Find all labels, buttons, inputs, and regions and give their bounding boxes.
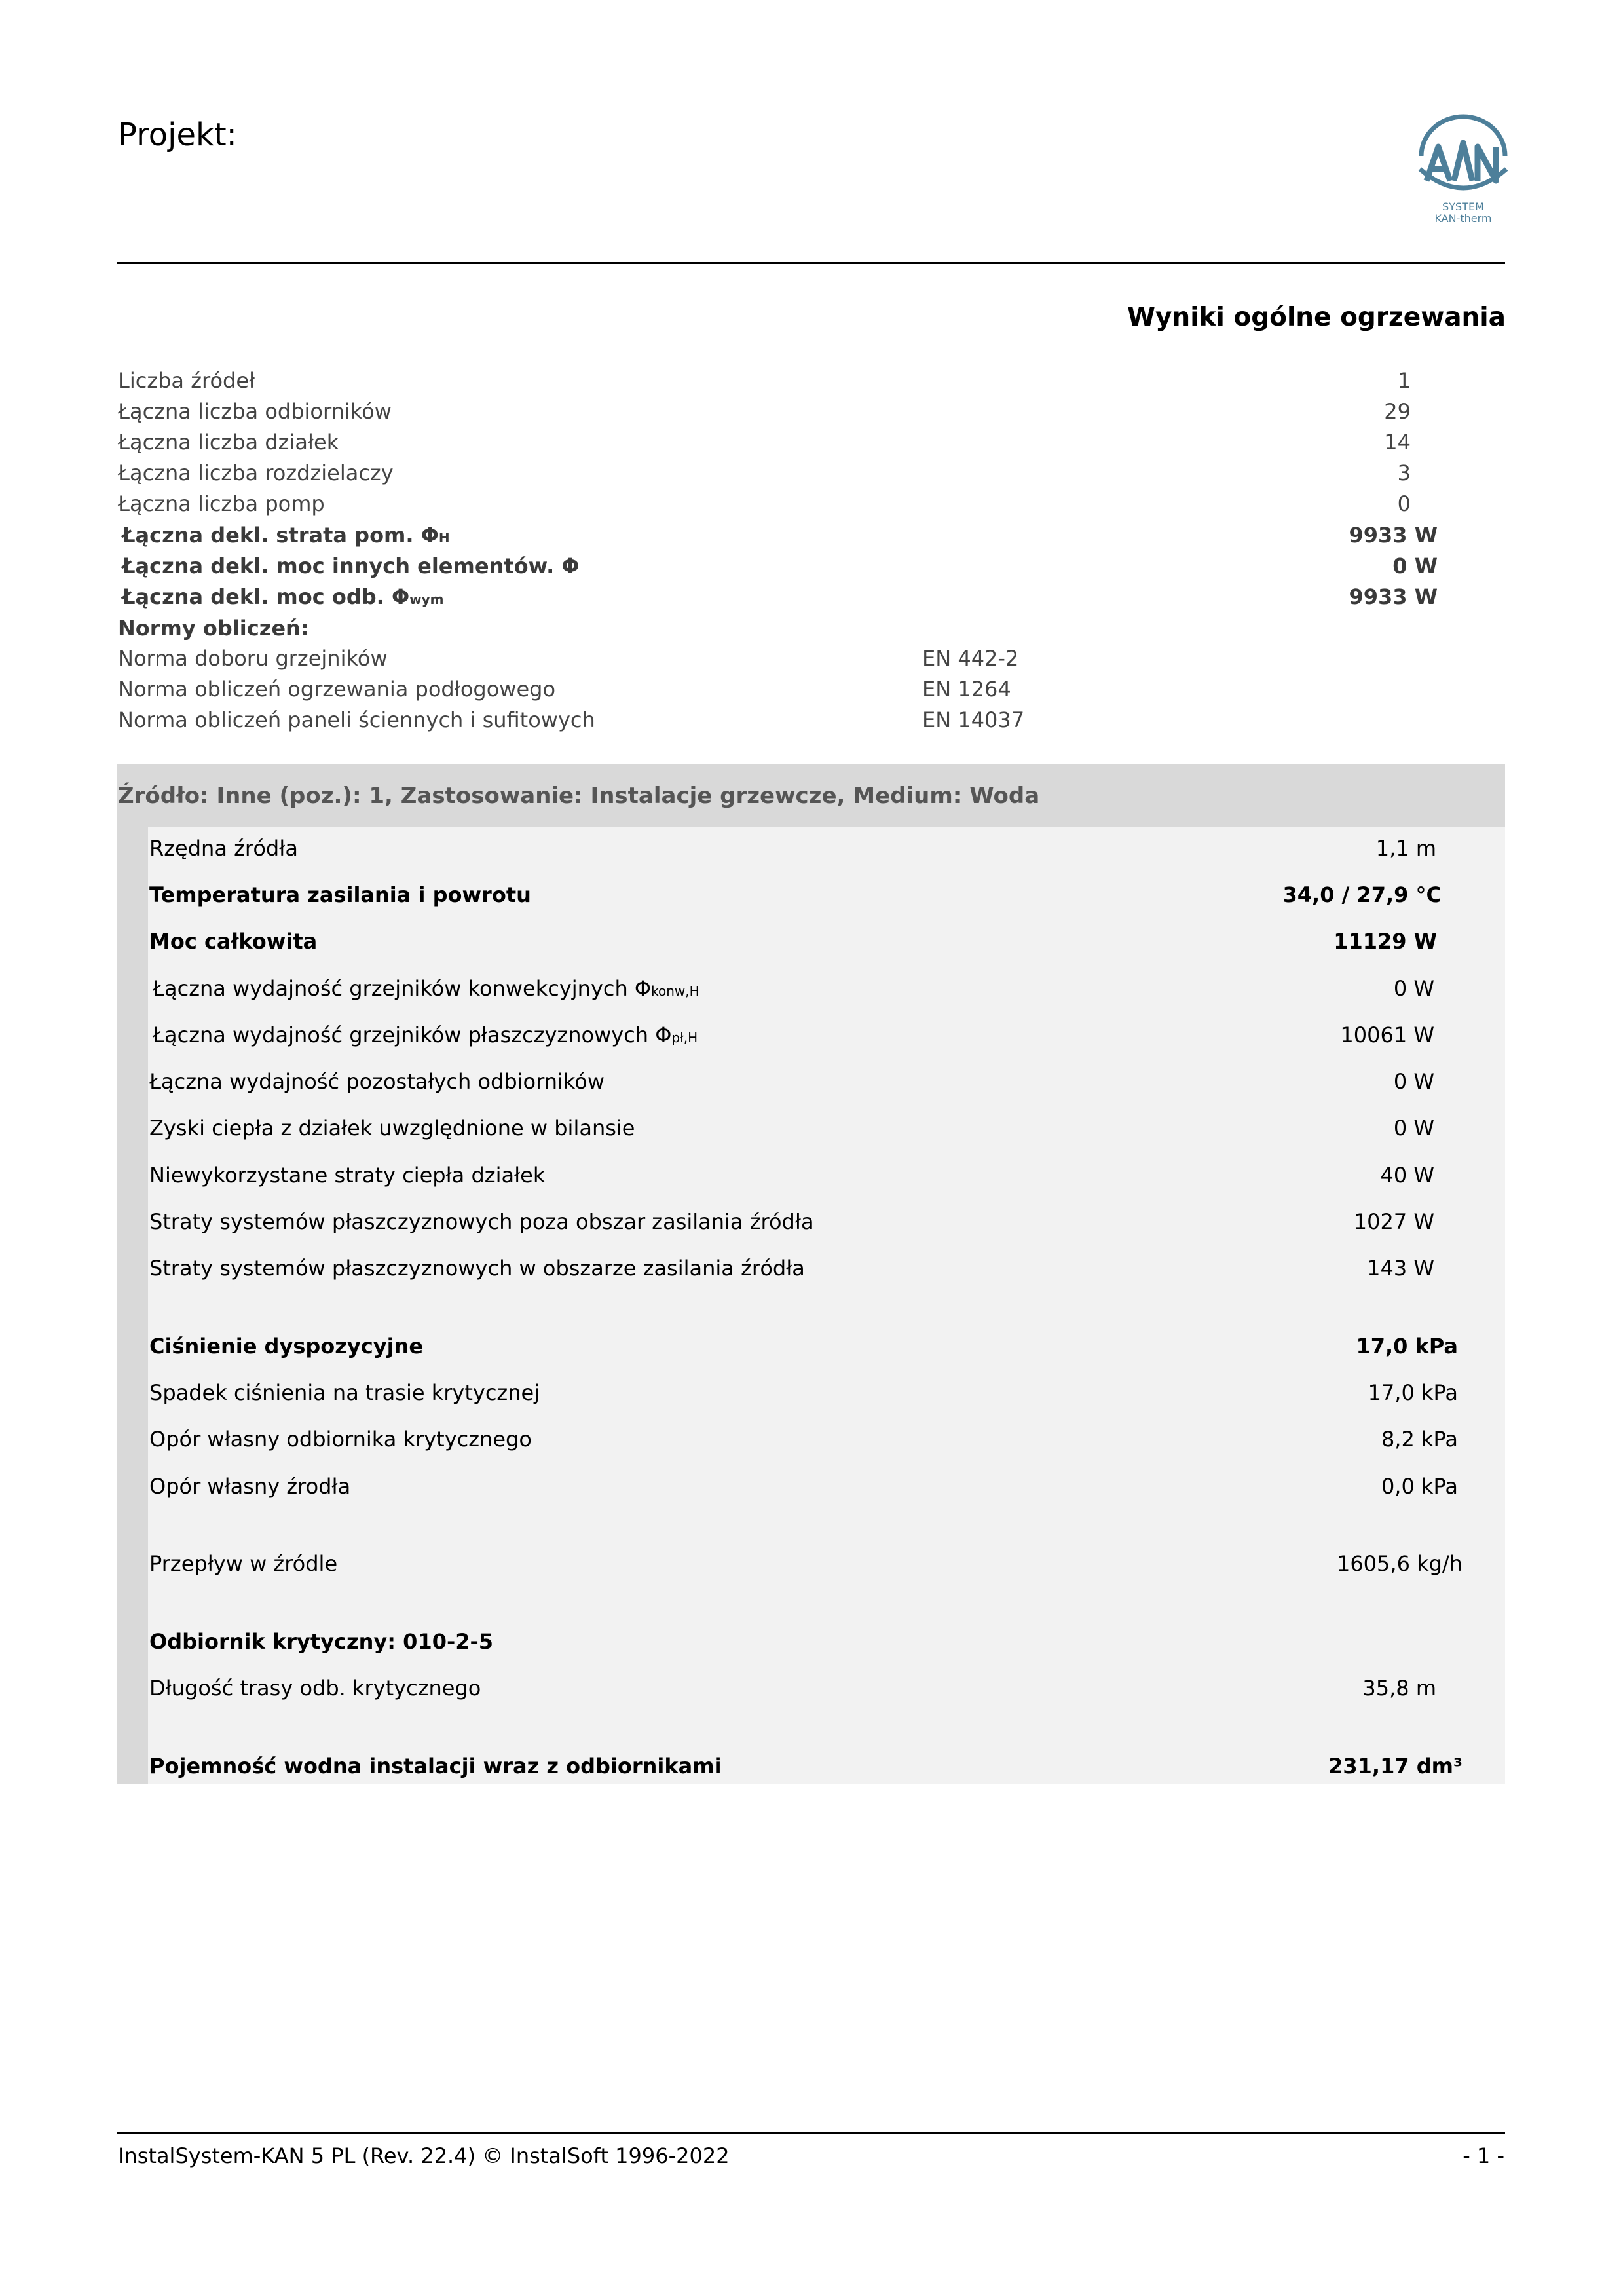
summary-value: 0 W (1392, 554, 1438, 578)
source-row-value: 231,17 dm³ (1328, 1754, 1463, 1778)
source-row-value: 10061 W (1340, 1023, 1434, 1047)
source-row-label: Rzędna źródła (149, 836, 298, 861)
source-row-label: Niewykorzystane straty ciepła działek (149, 1163, 546, 1188)
norm-value: EN 14037 (922, 707, 1025, 732)
summary-bold-row (118, 550, 1506, 580)
source-row-value: 17,0 kPa (1368, 1380, 1458, 1405)
summary-bold-row (118, 580, 1506, 611)
source-row (148, 1545, 1505, 1584)
norm-value: EN 442-2 (922, 646, 1019, 671)
source-row (148, 1156, 1505, 1195)
source-header-bar (117, 764, 1505, 827)
source-row (148, 1327, 1505, 1366)
logo-kantherm-text: KAN-therm (1434, 212, 1492, 225)
source-row-label: Zyski ciepła z działek uwzględnione w bilansie (149, 1116, 635, 1140)
source-row (148, 1747, 1505, 1786)
source-row-value: 8,2 kPa (1381, 1427, 1458, 1452)
source-row-value: 17,0 kPa (1356, 1334, 1458, 1359)
source-row (148, 922, 1505, 962)
summary-label: Łączna liczba działek (118, 430, 339, 455)
source-row-label: Straty systemów płaszczyznowych poza obszar zasilania źródła (149, 1209, 814, 1234)
source-row-value: 34,0 / 27,9 °C (1282, 882, 1442, 907)
source-row-label: Temperatura zasilania i powrotu (149, 882, 531, 907)
source-row-value: 1,1 m (1375, 836, 1436, 861)
page-title: Wyniki ogólne ogrzewania (1127, 303, 1506, 332)
source-row-label: Łączna wydajność grzejników płaszczyznowych Φ (153, 1023, 672, 1047)
summary-row (118, 395, 1506, 426)
summary-bold-row (118, 519, 1506, 550)
source-row-value: 40 W (1380, 1163, 1434, 1188)
source-row-label: Łączna wydajność pozostałych odbiorników (149, 1069, 605, 1094)
summary-row (118, 457, 1506, 487)
norm-label: Norma doboru grzejników (118, 646, 388, 671)
project-label: Projekt: (118, 117, 237, 153)
source-row-value: 11129 W (1333, 929, 1437, 954)
source-row (148, 1063, 1505, 1102)
source-row (148, 1374, 1505, 1413)
source-row-value: 0 W (1393, 1116, 1434, 1140)
summary-label: Łączna dekl. moc odb. Φ (122, 584, 410, 609)
source-row-label: Ciśnienie dyspozycyjne (149, 1334, 424, 1359)
footer-copyright: InstalSystem-KAN 5 PL (Rev. 22.4) © InstalSoft 1996-2022 (118, 2143, 730, 2168)
source-header-text: Źródło: Inne (poz.): 1, Zastosowanie: Instalacje grzewcze, Medium: Woda (118, 783, 1040, 809)
source-row (148, 876, 1505, 915)
header-divider (117, 262, 1505, 264)
summary-value: 14 (1384, 430, 1411, 455)
source-panel-strip (117, 827, 148, 1784)
source-row (148, 829, 1505, 869)
summary-row (118, 364, 1506, 395)
source-row-label: Moc całkowita (149, 929, 318, 954)
source-row-sub: konw,H (651, 983, 699, 999)
source-row-value: 1027 W (1353, 1209, 1434, 1234)
norm-label: Norma obliczeń paneli ściennych i sufitowych (118, 707, 595, 732)
source-row-value: 0 W (1393, 1069, 1434, 1094)
source-row-label: Długość trasy odb. krytycznego (149, 1676, 481, 1701)
summary-value: 29 (1384, 399, 1411, 424)
summary-value: 3 (1397, 461, 1411, 485)
source-row-sub: pł,H (671, 1030, 698, 1045)
summary-value: 9933 W (1349, 523, 1438, 548)
logo-system-text: SYSTEM (1442, 200, 1484, 213)
source-row-label: Przepływ w źródle (149, 1551, 338, 1576)
source-row (148, 1623, 1505, 1662)
page-number: - 1 - (1463, 2143, 1504, 2168)
summary-label: Łączna liczba pomp (118, 491, 325, 516)
source-row-label: Opór własny odbiornika krytycznego (149, 1427, 532, 1452)
source-row-label: Pojemność wodna instalacji wraz z odbiornikami (149, 1754, 722, 1778)
summary-sub: H (438, 530, 450, 546)
source-row (148, 1249, 1505, 1289)
source-row-value: 35,8 m (1362, 1676, 1436, 1701)
kan-logo (1407, 109, 1519, 227)
summary-label: Łączna dekl. moc innych elementów. Φ (122, 554, 580, 578)
source-row (148, 1109, 1505, 1148)
summary-value: 0 (1397, 491, 1411, 516)
summary-sub: wym (409, 592, 444, 607)
summary-label: Łączna dekl. strata pom. Φ (122, 523, 439, 548)
source-row-label: Odbiornik krytyczny: 010-2-5 (149, 1629, 494, 1654)
summary-row (118, 426, 1506, 457)
norms-title: Normy obliczeń: (118, 616, 309, 641)
summary-label: Liczba źródeł (118, 368, 255, 393)
source-row (148, 969, 1505, 1009)
source-row-label: Spadek ciśnienia na trasie krytycznej (149, 1380, 540, 1405)
source-row-value: 0,0 kPa (1381, 1474, 1458, 1499)
norm-label: Norma obliczeń ogrzewania podłogowego (118, 677, 556, 702)
source-row-value: 0 W (1393, 976, 1434, 1001)
source-row-label: Opór własny źrodła (149, 1474, 351, 1499)
summary-row (118, 487, 1506, 518)
summary-value: 9933 W (1349, 584, 1438, 609)
source-row-value: 143 W (1367, 1256, 1434, 1281)
norm-value: EN 1264 (922, 677, 1011, 702)
kan-logo-icon (1407, 109, 1519, 200)
source-row (148, 1467, 1505, 1507)
source-row-value: 1605,6 kg/h (1336, 1551, 1463, 1576)
summary-value: 1 (1397, 368, 1411, 393)
source-row-label: Łączna wydajność grzejników konwekcyjnych Φ (153, 976, 652, 1001)
source-row (148, 1203, 1505, 1242)
footer-divider (117, 2132, 1505, 2134)
source-row-label: Straty systemów płaszczyznowych w obszarze zasilania źródła (149, 1256, 805, 1281)
summary-label: Łączna liczba odbiorników (118, 399, 392, 424)
summary-label: Łączna liczba rozdzielaczy (118, 461, 394, 485)
source-row (148, 1669, 1505, 1708)
source-row (148, 1016, 1505, 1055)
source-row (148, 1420, 1505, 1459)
